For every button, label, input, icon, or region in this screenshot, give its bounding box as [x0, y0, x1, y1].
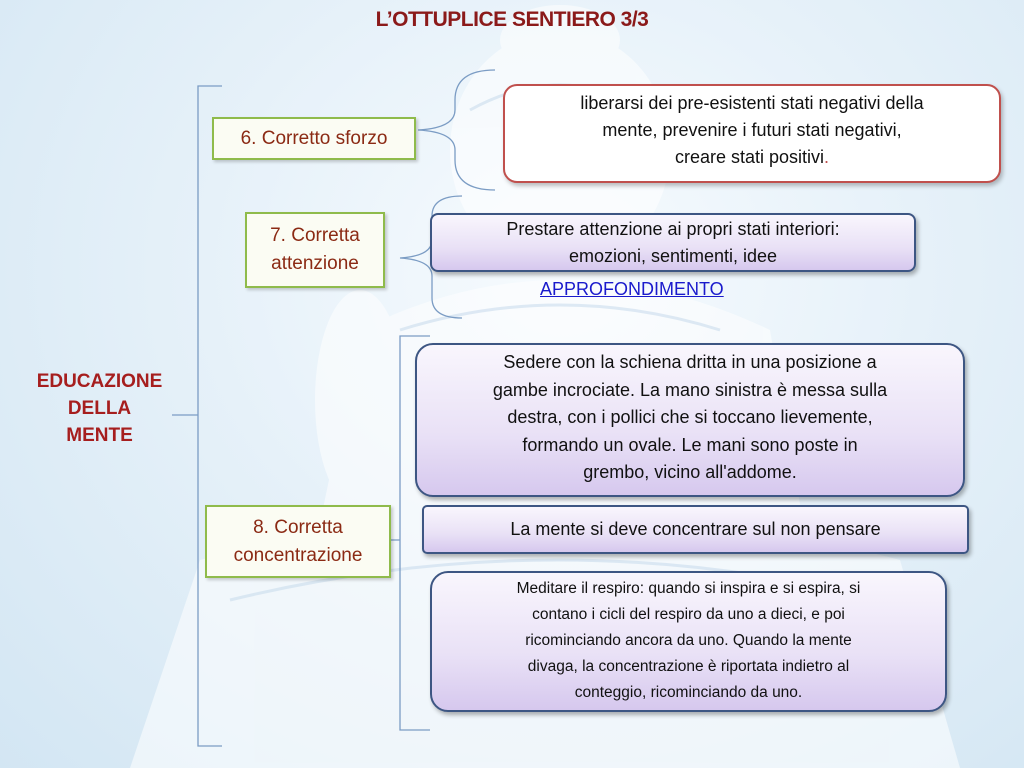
detail-line: Prestare attenzione ai propri stati interiori:: [506, 219, 840, 239]
detail-line: destra, con i pollici che si toccano lievemente,: [507, 407, 873, 427]
detail-line: gambe incrociate. La mano sinistra è messa sulla: [492, 379, 888, 400]
branch-label: 6. Corretto sforzo: [240, 127, 388, 149]
branch-corretto-sforzo: [212, 117, 416, 160]
detail-line: creare stati positivi.: [674, 147, 830, 167]
detail-box-posizione: [415, 343, 965, 497]
detail-box-non-pensare: [422, 505, 969, 554]
approfondimento-link[interactable]: APPROFONDIMENTO: [540, 279, 724, 299]
slide-title: L’OTTUPLICE SENTIERO 3/3: [375, 8, 649, 31]
detail-line: formando un ovale. Le mani sono poste in: [522, 434, 858, 455]
branch-label-line-2: concentrazione: [233, 544, 363, 566]
detail-line: liberarsi dei pre-esistenti stati negativi della: [580, 93, 924, 113]
detail-line: emozioni, sentimenti, idee: [568, 246, 778, 266]
detail-box-sforzo: [503, 84, 1001, 183]
root-node-label: [22, 368, 177, 449]
detail-line: ricominciando ancora da uno. Quando la mente: [525, 632, 852, 649]
branch-label-line-1: 7. Corretta: [270, 225, 360, 246]
detail-line: contano i cicli del respiro da uno a dieci, e poi: [532, 606, 845, 623]
detail-box-attenzione: [430, 213, 916, 272]
branch-corretta-concentrazione: [205, 505, 391, 578]
root-line-3: MENTE: [66, 425, 133, 446]
detail-line: La mente si deve concentrare sul non pensare: [510, 519, 881, 539]
branch-corretta-attenzione: [245, 212, 385, 288]
detail-line: divaga, la concentrazione è riportata indietro al: [527, 658, 850, 675]
root-line-2: DELLA: [67, 398, 132, 419]
detail-line: grembo, vicino all'addome.: [583, 462, 797, 482]
detail-line: mente, prevenire i futuri stati negativi,: [602, 120, 902, 140]
detail-box-respiro: [430, 571, 947, 712]
detail-line: Meditare il respiro: quando si inspira e si espira, si: [516, 580, 861, 597]
branch-label-line-1: 8. Corretta: [253, 516, 343, 538]
end-mark: .: [824, 147, 830, 167]
branch-label-line-2: attenzione: [271, 253, 359, 274]
detail-line: conteggio, ricominciando da uno.: [574, 684, 803, 701]
detail-line: Sedere con la schiena dritta in una posizione a: [503, 352, 877, 372]
root-line-1: EDUCAZIONE: [36, 371, 163, 392]
